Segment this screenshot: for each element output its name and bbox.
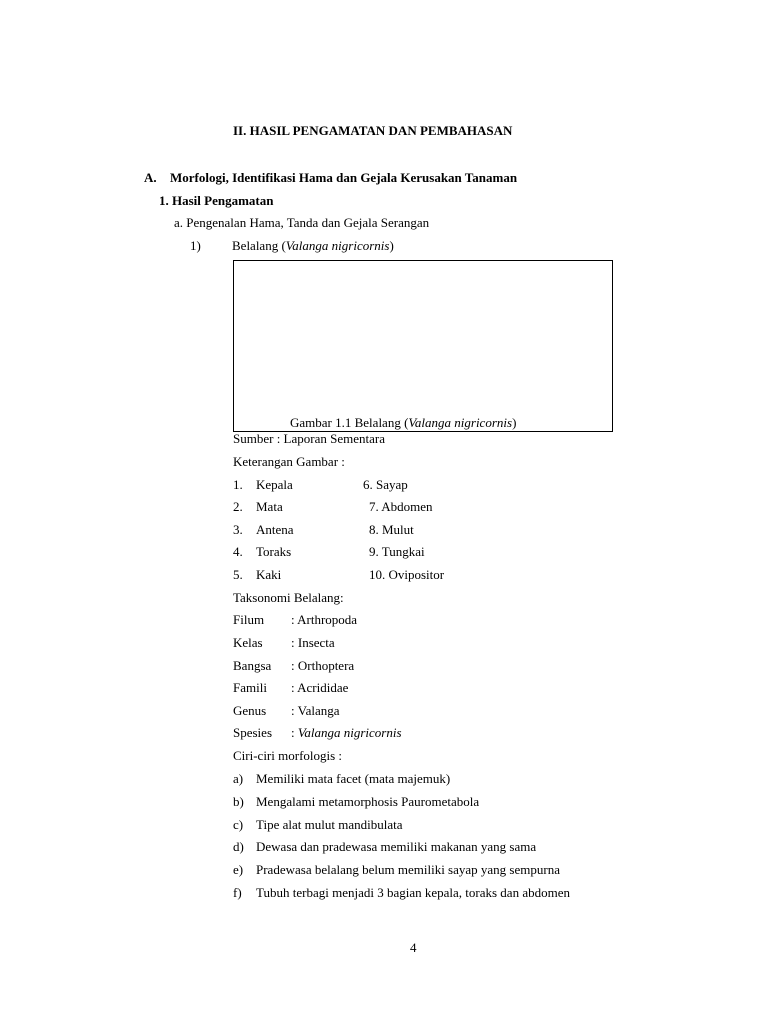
morphology-marker: c)	[233, 817, 244, 832]
legend-label: Mata	[256, 499, 283, 514]
figure-caption: Gambar 1.1 Belalang (Valanga nigricornis)	[290, 415, 517, 430]
taxonomy-rank: Genus	[233, 703, 267, 718]
taxonomy-rank: Famili	[233, 680, 267, 695]
item-1-marker: 1)	[190, 238, 201, 253]
taxonomy-value: : Acrididae	[291, 680, 349, 695]
morphology-marker: e)	[233, 862, 244, 877]
legend-num: 5.	[233, 567, 243, 582]
morphology-item: Memiliki mata facet (mata majemuk)	[256, 771, 451, 786]
morphology-item: Tubuh terbagi menjadi 3 bagian kepala, toraks dan abdomen	[256, 885, 570, 900]
figure-placeholder	[233, 260, 613, 432]
taxonomy-rank: Filum	[233, 612, 265, 627]
chapter-title: II. HASIL PENGAMATAN DAN PEMBAHASAN	[233, 123, 513, 138]
morphology-heading: Ciri-ciri morfologis :	[233, 748, 343, 763]
taxonomy-value: : Arthropoda	[291, 612, 358, 627]
legend-right-item: 9. Tungkai	[369, 544, 425, 559]
morphology-marker: f)	[233, 885, 242, 900]
legend-num: 1.	[233, 477, 243, 492]
taxonomy-rank: Spesies	[233, 725, 272, 740]
morphology-marker: b)	[233, 794, 244, 809]
taxonomy-rank: Kelas	[233, 635, 263, 650]
legend-right-item: 8. Mulut	[369, 522, 414, 537]
legend-right-item: 10. Ovipositor	[369, 567, 445, 582]
legend-label: Antena	[256, 522, 294, 537]
legend-num: 4.	[233, 544, 243, 559]
legend-label: Kaki	[256, 567, 282, 582]
taxonomy-heading: Taksonomi Belalang:	[233, 590, 344, 605]
legend-label: Toraks	[256, 544, 292, 559]
item-a-title: a. Pengenalan Hama, Tanda dan Gejala Serangan	[174, 215, 430, 230]
taxonomy-value: : Insecta	[291, 635, 335, 650]
legend-heading: Keterangan Gambar :	[233, 454, 345, 469]
legend-right-item: 7. Abdomen	[369, 499, 433, 514]
morphology-marker: d)	[233, 839, 244, 854]
morphology-item: Tipe alat mulut mandibulata	[256, 817, 403, 832]
section-a-title: Morfologi, Identifikasi Hama dan Gejala Kerusakan Tanaman	[170, 170, 518, 185]
section-a-marker: A.	[144, 170, 157, 185]
legend-num: 3.	[233, 522, 243, 537]
subsection-title: 1. Hasil Pengamatan	[159, 193, 274, 208]
taxonomy-value: : Valanga nigricornis	[291, 725, 402, 740]
legend-num: 2.	[233, 499, 243, 514]
morphology-item: Dewasa dan pradewasa memiliki makanan yang sama	[256, 839, 537, 854]
item-1-title: Belalang (Valanga nigricornis)	[232, 238, 394, 253]
morphology-marker: a)	[233, 771, 244, 786]
taxonomy-rank: Bangsa	[233, 658, 272, 673]
morphology-item: Mengalami metamorphosis Paurometabola	[256, 794, 480, 809]
taxonomy-value: : Valanga	[291, 703, 340, 718]
legend-right-item: 6. Sayap	[363, 477, 408, 492]
page-number: 4	[410, 940, 417, 955]
legend-label: Kepala	[256, 477, 293, 492]
taxonomy-value: : Orthoptera	[291, 658, 355, 673]
figure-source: Sumber : Laporan Sementara	[233, 431, 385, 446]
morphology-item: Pradewasa belalang belum memiliki sayap yang sempurna	[256, 862, 560, 877]
